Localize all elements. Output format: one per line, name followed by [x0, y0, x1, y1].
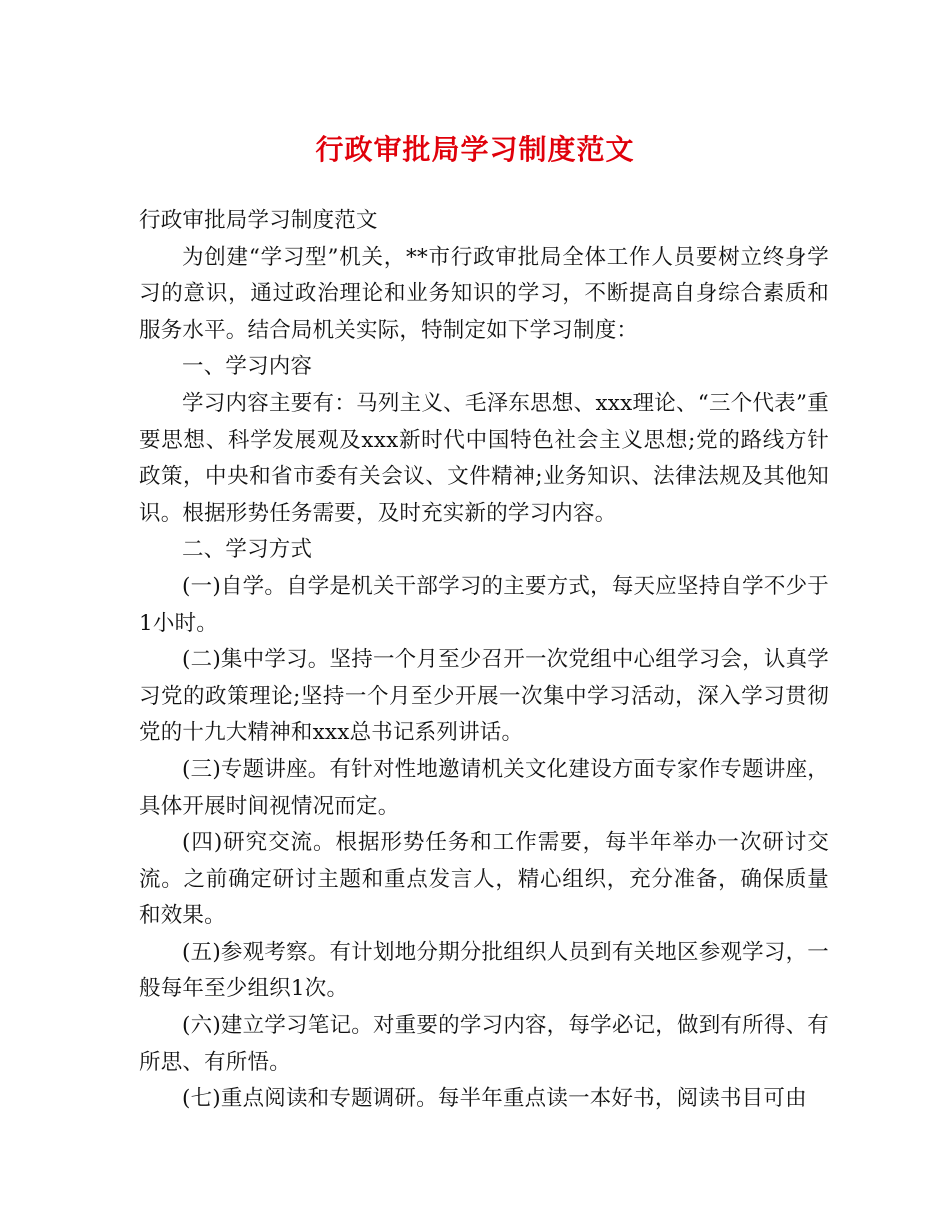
paragraph-content: 学习内容主要有：马列主义、毛泽东思想、xxx理论、“三个代表”重要思想、科学发展观及xxx新时代中国特色社会主义思想;党的路线方针政策，中央和省市委有关会议、文件精神;业务知识、法律法规及其他知识。根据形势任务需要，及时充实新的学习内容。	[139, 390, 829, 526]
paragraph-notes: (六)建立学习笔记。对重要的学习内容，每学必记，做到有所得、有所思、有所悟。	[139, 1013, 829, 1075]
document-body	[139, 203, 829, 1118]
document-title: 行政审批局学习制度范文	[315, 133, 635, 166]
paragraph-lectures: (三)专题讲座。有针对性地邀请机关文化建设方面专家作专题讲座，具体开展时间视情况而定。	[139, 756, 829, 819]
paragraph-group-study: (二)集中学习。坚持一个月至少召开一次党组中心组学习会，认真学习党的政策理论;坚持一个月至少开展一次集中学习活动，深入学习贯彻党的十九大精神和xxx总书记系列讲话。	[139, 647, 829, 746]
section-heading-method: 二、学习方式	[182, 537, 313, 563]
document-subtitle: 行政审批局学习制度范文	[139, 208, 378, 233]
paragraph-reading: (七)重点阅读和专题调研。每半年重点读一本好书，阅读书目可由	[182, 1086, 807, 1112]
section-heading-content: 一、学习内容	[182, 354, 313, 380]
paragraph-self-study: (一)自学。自学是机关干部学习的主要方式，每天应坚持自学不少于1小时。	[139, 573, 829, 636]
paragraph-intro: 为创建“学习型”机关，**市行政审批局全体工作人员要树立终身学习的意识，通过政治理论和业务知识的学习，不断提高自身综合素质和服务水平。结合局机关实际，特制定如下学习制度：	[139, 244, 829, 343]
paragraph-exchange: (四)研究交流。根据形势任务和工作需要，每半年举办一次研讨交流。之前确定研讨主题和重点发言人，精心组织，充分准备，确保质量和效果。	[139, 830, 829, 929]
paragraph-visits: (五)参观考察。有计划地分期分批组织人员到有关地区参观学习，一般每年至少组织1次。	[139, 939, 829, 1002]
